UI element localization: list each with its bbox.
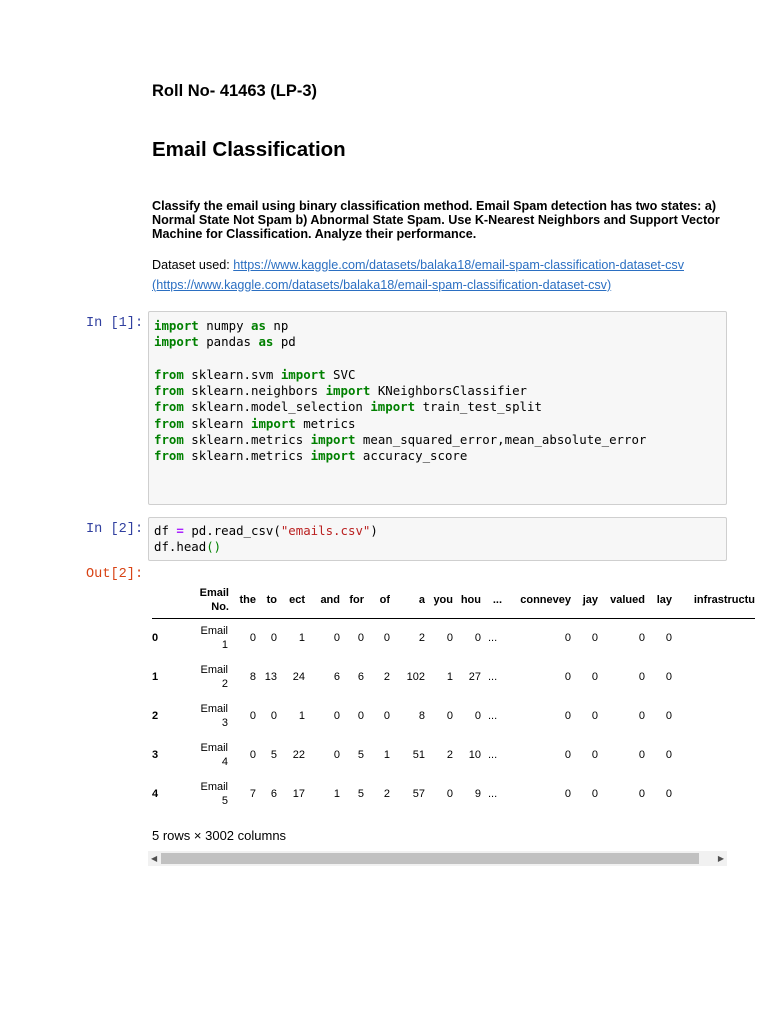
- scrollbar-thumb[interactable]: [161, 853, 699, 864]
- code-keyword: import: [370, 399, 416, 415]
- code-line: [154, 539, 221, 554]
- code-text: sklearn.neighbors: [183, 383, 326, 399]
- table-cell: 8: [249, 671, 256, 683]
- table-cell: 2: [446, 749, 453, 761]
- table-cell: 0: [638, 710, 645, 722]
- table-cell: 1: [298, 710, 305, 722]
- code-line: [154, 399, 542, 414]
- row-index: 4: [152, 788, 159, 800]
- code-cell-2-source: [154, 523, 378, 556]
- code-keyword: from: [154, 399, 184, 415]
- table-cell: 27: [468, 671, 481, 683]
- column-header: [571, 582, 598, 619]
- table-cell: 7: [249, 788, 256, 800]
- table-cell: 0: [383, 710, 390, 722]
- email-number-part: 2: [221, 678, 228, 690]
- table-cell: ...: [488, 632, 498, 645]
- code-cell-2[interactable]: [148, 517, 727, 561]
- code-text: ): [370, 523, 378, 538]
- table-cell: 0: [564, 749, 571, 761]
- table-cell: 1: [446, 671, 453, 683]
- table-cell: ...: [488, 671, 498, 683]
- code-keyword: import: [250, 415, 296, 431]
- code-keyword: import: [310, 432, 356, 448]
- dataset-label: Dataset used:: [152, 258, 234, 272]
- table-cell: 0: [270, 710, 277, 722]
- table-row: [152, 697, 755, 736]
- table-cell: 0: [591, 671, 598, 683]
- roll-number-heading: Roll No- 41463 (LP-3): [152, 82, 318, 100]
- code-keyword: import: [325, 383, 371, 399]
- email-number-cell: [172, 697, 229, 736]
- table-cell: ...: [488, 788, 498, 800]
- table-cell: 2: [383, 788, 390, 800]
- table-cell: 6: [270, 788, 277, 800]
- code-line: [154, 318, 288, 333]
- table-cell: 0: [591, 788, 598, 800]
- code-keyword: as: [250, 318, 266, 333]
- code-text: mean_squared_error,mean_absolute_error: [355, 432, 647, 448]
- code-text: sklearn.metrics: [183, 432, 311, 448]
- table-cell: 0: [383, 632, 390, 645]
- email-number-cell: [172, 658, 229, 697]
- table-cell: [672, 619, 755, 658]
- code-keyword: import: [154, 334, 199, 350]
- table-row: [152, 736, 755, 775]
- code-text: metrics: [295, 415, 356, 431]
- table-cell: [672, 775, 755, 814]
- table-cell: 0: [249, 632, 256, 645]
- code-keyword: import: [310, 448, 356, 464]
- cell-2-input-prompt: In [2]:: [86, 522, 144, 537]
- email-number-part: Email: [200, 625, 228, 638]
- table-row: [152, 619, 755, 658]
- code-text: df: [154, 523, 177, 538]
- dataset-link[interactable]: https://www.kaggle.com/datasets/balaka18/email-spam-classification-dataset-csv: [233, 258, 684, 272]
- email-number-cell: [172, 736, 229, 775]
- column-header-label: you: [433, 594, 453, 606]
- code-string: "emails.csv": [280, 523, 371, 538]
- table-cell: 0: [665, 788, 672, 800]
- table-cell: 0: [333, 632, 340, 645]
- code-text: sklearn.model_selection: [183, 399, 371, 415]
- column-header: [645, 582, 672, 619]
- code-keyword: from: [154, 383, 184, 399]
- code-line: [154, 416, 355, 431]
- table-cell: 0: [564, 710, 571, 722]
- code-keyword: import: [280, 366, 326, 382]
- code-text: numpy: [198, 318, 251, 333]
- email-number-part: 5: [221, 795, 228, 807]
- code-text: sklearn.svm: [183, 366, 281, 382]
- column-header: [172, 582, 229, 619]
- row-index: 0: [152, 632, 159, 645]
- email-number-part: Email: [200, 742, 228, 754]
- email-number-cell: [172, 619, 229, 658]
- code-line: [154, 367, 355, 382]
- column-header-label: the: [239, 594, 256, 606]
- column-header: [229, 582, 256, 619]
- table-cell: 1: [298, 632, 305, 645]
- table-cell: 0: [638, 632, 645, 645]
- code-text: np: [265, 318, 289, 333]
- column-header: [340, 582, 364, 619]
- cell-2-output-prompt: Out[2]:: [86, 567, 144, 582]
- column-header-label: ...: [492, 594, 502, 606]
- table-cell: 6: [333, 671, 340, 683]
- left-arrow-icon[interactable]: ◀: [151, 854, 158, 863]
- email-number-part: 4: [221, 756, 228, 768]
- code-line: [154, 334, 296, 349]
- table-cell: 22: [292, 749, 305, 761]
- column-header-label: for: [349, 594, 364, 606]
- column-header-label: connevey: [520, 594, 571, 606]
- email-number-part: Email: [200, 781, 228, 793]
- column-header-label: valued: [610, 594, 645, 606]
- code-line: [154, 432, 646, 447]
- column-header: [305, 582, 340, 619]
- row-index: 3: [152, 749, 159, 761]
- code-text: (): [206, 539, 222, 555]
- table-cell: 8: [418, 710, 425, 722]
- code-text: train_test_split: [415, 399, 542, 415]
- column-header-label: of: [379, 594, 390, 606]
- table-cell: 102: [406, 671, 425, 683]
- column-header: [390, 582, 425, 619]
- dataset-link-parenthesized[interactable]: (https://www.kaggle.com/datasets/balaka18/email-spam-classification-dataset-csv): [152, 278, 612, 292]
- table-cell: 0: [638, 788, 645, 800]
- table-row: [152, 775, 755, 814]
- column-header: [502, 582, 571, 619]
- column-header: [598, 582, 645, 619]
- table-cell: 0: [446, 788, 453, 800]
- table-cell: 5: [357, 788, 364, 800]
- code-text: pandas: [198, 334, 259, 350]
- column-header-label: and: [320, 594, 340, 606]
- code-line: [154, 523, 378, 538]
- table-cell: 1: [333, 788, 340, 800]
- table-cell: 0: [564, 788, 571, 800]
- column-header: [256, 582, 277, 619]
- column-header: [364, 582, 390, 619]
- row-index: 2: [152, 710, 159, 722]
- code-keyword: from: [154, 415, 184, 431]
- code-cell-1-source: [154, 318, 646, 465]
- dataframe-shape-note: 5 rows × 3002 columns: [152, 828, 287, 843]
- table-cell: 0: [474, 632, 481, 645]
- column-header: [453, 582, 481, 619]
- table-cell: 0: [665, 671, 672, 683]
- table-cell: 6: [357, 671, 364, 683]
- column-header-label: lay: [656, 594, 672, 606]
- table-cell: 0: [446, 710, 453, 722]
- table-cell: 0: [249, 710, 256, 722]
- index-header: [152, 582, 172, 619]
- table-cell: 0: [665, 632, 672, 645]
- table-cell: ...: [488, 710, 498, 722]
- table-cell: 57: [412, 788, 425, 800]
- column-header: [672, 582, 755, 619]
- table-cell: 10: [468, 749, 481, 761]
- table-cell: 0: [638, 671, 645, 683]
- code-cell-1[interactable]: [148, 311, 727, 505]
- column-header-label: jay: [582, 594, 598, 606]
- code-text: sklearn.metrics: [183, 448, 311, 464]
- table-cell: 5: [270, 749, 277, 761]
- table-cell: 0: [357, 710, 364, 722]
- table-cell: 0: [333, 710, 340, 722]
- table-cell: ...: [488, 749, 498, 761]
- table-cell: 0: [564, 671, 571, 683]
- email-number-part: 1: [221, 639, 228, 652]
- table-cell: 5: [357, 749, 364, 761]
- email-number-part: 3: [221, 717, 228, 729]
- table-cell: 0: [665, 749, 672, 761]
- column-header-label: infrastructu: [693, 594, 755, 606]
- cell-1-input-prompt: In [1]:: [86, 316, 144, 331]
- code-line: [154, 383, 527, 398]
- table-header-row: [152, 582, 755, 619]
- table-cell: 2: [418, 632, 425, 645]
- column-header-label: No.: [211, 601, 229, 613]
- table-cell: 0: [270, 632, 277, 645]
- table-cell: 0: [564, 632, 571, 645]
- table-cell: [672, 697, 755, 736]
- column-header: [481, 582, 502, 619]
- table-cell: 0: [474, 710, 481, 722]
- table-cell: 17: [292, 788, 305, 800]
- column-header-label: Email: [199, 587, 229, 599]
- column-header: [425, 582, 453, 619]
- email-number-part: Email: [200, 703, 228, 715]
- code-keyword: from: [154, 432, 184, 448]
- table-row: [152, 658, 755, 697]
- dataframe-table: [152, 582, 755, 814]
- table-cell: [672, 658, 755, 697]
- table-cell: 0: [591, 710, 598, 722]
- table-cell: [672, 736, 755, 775]
- code-text: accuracy_score: [355, 448, 468, 464]
- table-cell: 0: [591, 749, 598, 761]
- table-cell: 0: [638, 749, 645, 761]
- email-number-cell: [172, 775, 229, 814]
- email-number-part: Email: [200, 664, 228, 676]
- column-header-label: ect: [289, 594, 305, 606]
- horizontal-scrollbar[interactable]: [148, 851, 727, 866]
- table-cell: 0: [357, 632, 364, 645]
- table-cell: 9: [474, 788, 481, 800]
- code-keyword: from: [154, 366, 184, 382]
- table-cell: 0: [665, 710, 672, 722]
- right-arrow-icon[interactable]: ▶: [717, 854, 724, 863]
- table-cell: 0: [446, 632, 453, 645]
- code-text: df.head: [154, 539, 207, 555]
- table-cell: 51: [412, 749, 425, 761]
- code-text: SVC: [325, 366, 356, 382]
- code-text: sklearn: [183, 415, 251, 431]
- code-text: KNeighborsClassifier: [370, 383, 528, 399]
- table-cell: 1: [383, 749, 390, 761]
- code-text: pd: [273, 334, 296, 350]
- page-title: Email Classification: [152, 138, 346, 161]
- column-header-label: hou: [460, 594, 481, 606]
- code-keyword: from: [154, 448, 184, 464]
- column-header: [277, 582, 305, 619]
- table-cell: 24: [292, 671, 305, 683]
- table-cell: 0: [333, 749, 340, 761]
- code-keyword: import: [154, 318, 199, 333]
- table-cell: 0: [591, 632, 598, 645]
- code-keyword: as: [258, 334, 274, 350]
- table-cell: 0: [249, 749, 256, 761]
- table-cell: 2: [383, 671, 390, 683]
- column-header-label: a: [418, 594, 425, 606]
- row-index: 1: [152, 671, 159, 683]
- code-line: [154, 448, 467, 463]
- table-cell: 13: [264, 671, 277, 683]
- column-header-label: to: [266, 594, 277, 606]
- code-operator: =: [176, 523, 184, 538]
- task-description: Classify the email using binary classification method. Email Spam detection has two states: a) Normal State Not Spam b) Abnormal State Spam. Use K-Nearest Neighbors and Support Vector Machine for Classification. Analyze their performance.: [152, 199, 720, 241]
- code-text: pd.read_csv(: [183, 523, 281, 538]
- dataset-paragraph: [152, 255, 727, 295]
